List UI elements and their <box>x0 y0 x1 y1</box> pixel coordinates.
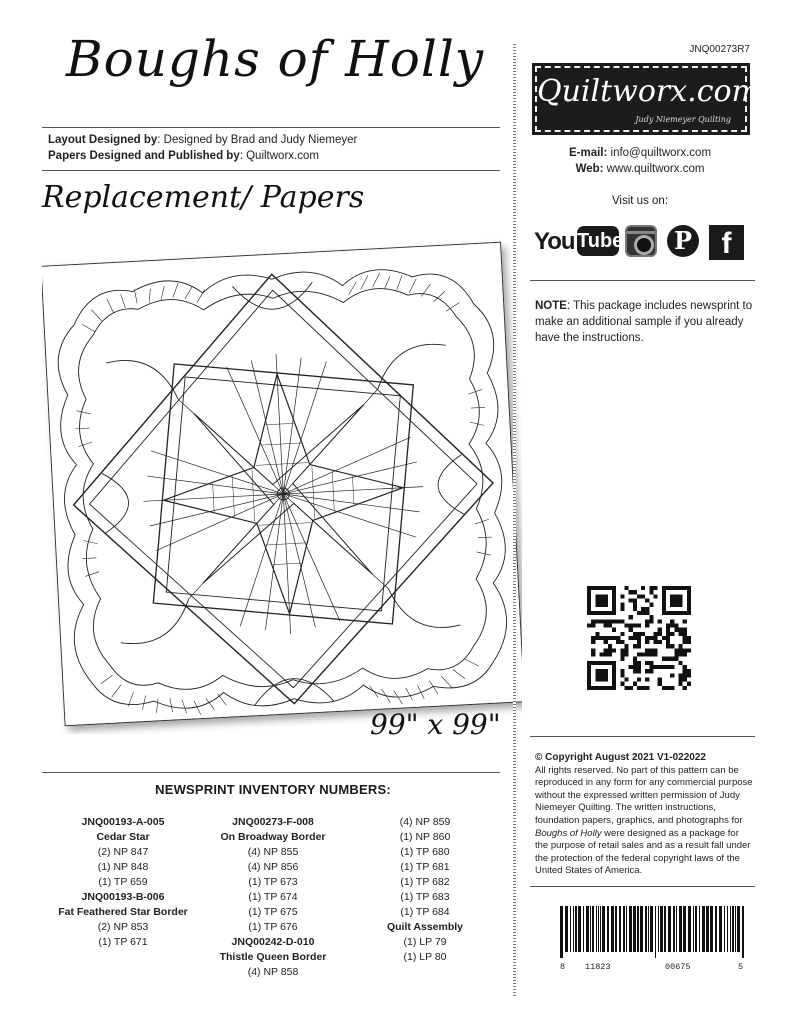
inventory-title: NEWSPRINT INVENTORY NUMBERS: <box>155 782 391 797</box>
quilt-size-label: 99" x 99" <box>370 708 501 741</box>
contact-web <box>530 163 750 175</box>
inventory-heading: JNQ00193-B-006 <box>81 891 165 903</box>
inventory-item: (1) NP 860 <box>399 831 451 843</box>
title-divider <box>42 127 500 128</box>
inventory-heading: On Broadway Border <box>220 831 326 843</box>
barcode-digit-2: 11823 <box>585 962 611 972</box>
inventory-item: (1) TP 674 <box>248 891 298 903</box>
inventory-item: (1) NP 848 <box>97 861 149 873</box>
copyright-body-2: were designed as a package for the purpose of retail sales and as a result fall under the protection of the federal copyright laws of the United States of America. <box>535 827 751 877</box>
inventory-item: (2) NP 853 <box>97 921 149 933</box>
inventory-heading: JNQ00273-F-008 <box>232 816 314 828</box>
barcode-digit-1: 8 <box>560 962 566 972</box>
copyright-body-title: Boughs of Holly <box>535 827 602 839</box>
document-title: Boughs of Holly <box>65 30 485 88</box>
inventory-item: (4) NP 858 <box>247 966 299 978</box>
inventory-item: (1) TP 682 <box>400 876 450 888</box>
inventory-divider <box>42 772 500 773</box>
youtube-icon[interactable]: You <box>534 228 575 255</box>
web-label: Web: <box>575 163 604 175</box>
instagram-icon[interactable] <box>625 225 657 257</box>
copyright-block <box>535 752 753 878</box>
inventory-item: (1) LP 80 <box>403 951 447 963</box>
inventory-column-2 <box>198 815 348 980</box>
credit-layout <box>48 134 357 146</box>
copyright-heading: © Copyright August 2021 V1-022022 <box>535 752 706 763</box>
inventory-item: (1) TP 659 <box>98 876 148 888</box>
note-body: : This package includes newsprint to make an additional sample if you already have the instructions. <box>535 300 753 344</box>
pinterest-icon[interactable]: P <box>667 225 699 257</box>
inventory-item: (4) NP 855 <box>247 846 299 858</box>
inventory-item: (1) LP 79 <box>403 936 447 948</box>
inventory-item: (1) TP 671 <box>98 936 148 948</box>
inventory-column-3 <box>350 815 500 965</box>
barcode <box>558 906 748 958</box>
email-label: E-mail: <box>568 147 608 159</box>
inventory-item: (1) TP 684 <box>400 906 450 918</box>
column-divider <box>513 44 516 996</box>
credit-papers-label: Papers Designed and Published by <box>48 150 240 162</box>
instagram-icon-bar <box>627 231 655 234</box>
copyright-body-1: All rights reserved. No part of this pattern can be reproduced in any form for any commercial purpose without the expressed written permission of Judy Niemeyer Quilting. The written instructions, foundation papers, graphics, and photographs for <box>535 764 753 826</box>
inventory-item: (1) TP 676 <box>248 921 298 933</box>
note-text <box>535 298 757 346</box>
inventory-item: (4) NP 859 <box>399 816 451 828</box>
inventory-heading: Cedar Star <box>96 831 150 843</box>
email-link[interactable]: info@quiltworx.com <box>607 147 712 159</box>
logo-text: Quiltworx.com <box>537 74 761 109</box>
inventory-heading: Thistle Queen Border <box>219 951 327 963</box>
quilt-illustration <box>42 204 522 734</box>
logo-subtext: Judy Niemeyer Quilting <box>635 115 731 124</box>
note-label: NOTE <box>535 300 567 312</box>
inventory-item: (1) TP 673 <box>248 876 298 888</box>
web-link[interactable]: www.quiltworx.com <box>603 163 705 175</box>
visit-label: Visit us on: <box>611 195 669 207</box>
inventory-column-1 <box>48 815 198 950</box>
barcode-digit-3: 00675 <box>665 962 691 972</box>
inventory-heading: Quilt Assembly <box>386 921 464 933</box>
inventory-item: (4) NP 856 <box>247 861 299 873</box>
social-divider <box>530 280 755 281</box>
credit-papers-value: : Quiltworx.com <box>239 150 319 162</box>
inventory-heading: Fat Feathered Star Border <box>58 906 188 918</box>
sku-number: JNQ00273R7 <box>689 44 750 55</box>
document-subtitle: Replacement/ Papers <box>42 180 365 215</box>
credit-layout-label: Layout Designed by <box>48 134 158 146</box>
copyright-divider <box>530 736 755 737</box>
inventory-item: (2) NP 847 <box>97 846 149 858</box>
contact-email <box>530 147 750 159</box>
credit-layout-value: : Designed by Brad and Judy Niemeyer <box>157 134 358 146</box>
instagram-icon-lens <box>634 235 654 255</box>
inventory-item: (1) TP 675 <box>248 906 298 918</box>
qr-code[interactable] <box>587 586 691 690</box>
barcode-digit-4: 5 <box>738 962 744 972</box>
inventory-item: (1) TP 680 <box>400 846 450 858</box>
inventory-heading: JNQ00193-A-005 <box>81 816 165 828</box>
barcode-divider <box>530 886 755 887</box>
facebook-icon[interactable]: f <box>709 225 744 260</box>
inventory-item: (1) TP 681 <box>400 861 450 873</box>
inventory-heading: JNQ00242-D-010 <box>231 936 315 948</box>
quiltworx-logo <box>535 66 761 132</box>
inventory-item: (1) TP 683 <box>400 891 450 903</box>
credit-papers <box>48 150 319 162</box>
youtube-tube-icon[interactable]: Tube <box>577 226 619 256</box>
credits-divider <box>42 170 500 171</box>
